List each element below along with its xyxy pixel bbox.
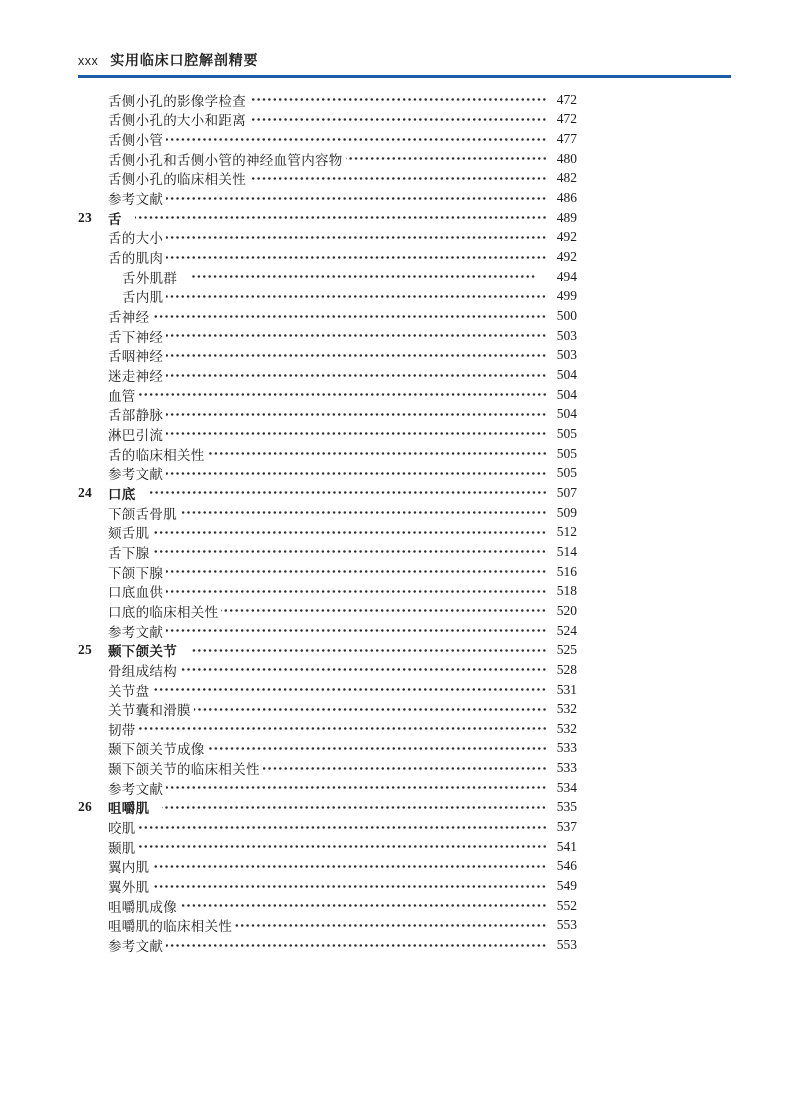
dot-leader	[180, 902, 547, 909]
toc-entry-page-number: 503	[556, 347, 577, 363]
toc-entry-title: 舌侧小管	[108, 133, 164, 149]
book-title: 实用临床口腔解剖精要	[110, 52, 259, 68]
toc-entry-page-number: 480	[556, 150, 577, 166]
toc-entry-title: 舌咽神经	[108, 349, 164, 365]
dot-leader	[166, 470, 547, 477]
toc-entry	[78, 640, 577, 660]
toc-entry	[78, 385, 577, 405]
dot-leader	[139, 843, 547, 850]
toc-entry	[78, 169, 577, 189]
page-header	[78, 50, 731, 78]
toc-entry-page-number: 553	[556, 937, 577, 953]
toc-entry	[78, 188, 577, 208]
toc-entry-title: 颏舌肌	[108, 526, 150, 542]
dot-leader	[208, 450, 547, 457]
toc-entry-page-number: 535	[556, 799, 577, 815]
toc-entry-page-number: 512	[556, 524, 577, 540]
toc-entry-title: 咬肌	[108, 821, 136, 837]
toc-entry-title: 参考文献	[108, 781, 164, 797]
toc-entry-page-number: 509	[556, 504, 577, 520]
toc-entry-title: 翼内肌	[108, 860, 150, 876]
toc-entry-title: 舌侧小孔和舌侧小管的神经血管内容物	[108, 152, 343, 168]
toc-entry-title: 参考文献	[108, 939, 164, 955]
dot-leader	[166, 784, 547, 791]
toc-entry-title: 血管	[108, 388, 136, 404]
dot-leader	[180, 509, 547, 516]
dot-leader	[162, 804, 547, 811]
toc-entry-title: 咀嚼肌	[108, 801, 150, 817]
dot-leader	[166, 430, 547, 437]
toc-entry-page-number: 505	[556, 465, 577, 481]
toc-entry-title: 参考文献	[108, 192, 164, 208]
toc-entry-page-number: 532	[556, 701, 577, 717]
toc-entry-title: 舌神经	[108, 310, 150, 326]
toc-entry	[78, 463, 577, 483]
toc-entry-page-number: 472	[556, 111, 577, 127]
toc-entry	[78, 680, 577, 700]
toc-entry-page-number: 552	[556, 897, 577, 913]
dot-leader	[166, 627, 547, 634]
toc-entry	[78, 542, 577, 562]
toc-entry	[78, 129, 577, 149]
toc-entry-title: 下颌舌骨肌	[108, 506, 177, 522]
dot-leader	[166, 588, 547, 595]
toc-entry-page-number: 477	[556, 131, 577, 147]
dot-leader	[166, 254, 547, 261]
toc-entry-title: 韧带	[108, 722, 136, 738]
toc-entry-page-number: 537	[556, 819, 577, 835]
dot-leader	[190, 647, 547, 654]
toc-entry-title: 舌	[108, 211, 122, 227]
toc-entry	[78, 149, 577, 169]
dot-leader	[166, 568, 547, 575]
toc-entry	[78, 267, 577, 287]
dot-leader	[166, 195, 547, 202]
toc-entry	[78, 208, 577, 228]
toc-entry-page-number: 514	[556, 543, 577, 559]
toc-entry-page-number: 500	[556, 308, 577, 324]
dot-leader	[346, 155, 547, 162]
toc-entry	[78, 798, 577, 818]
toc-entry	[78, 444, 577, 464]
toc-entry-page-number: 520	[556, 602, 577, 618]
chapter-number: 23	[78, 209, 93, 225]
toc-entry-title: 颞下颌关节	[108, 644, 177, 660]
toc-entry	[78, 424, 577, 444]
dot-leader	[152, 313, 547, 320]
chapter-number: 24	[78, 484, 93, 500]
toc-entry-page-number: 507	[556, 484, 577, 500]
toc-entry-title: 舌的肌肉	[108, 251, 164, 267]
toc-entry-page-number: 499	[556, 288, 577, 304]
toc-entry-title: 舌内肌	[122, 290, 164, 306]
dot-leader	[166, 372, 547, 379]
toc-entry	[78, 778, 577, 798]
toc-entry-page-number: 482	[556, 170, 577, 186]
toc-entry-title: 骨组成结构	[108, 663, 177, 679]
toc-entry-title: 舌下神经	[108, 329, 164, 345]
toc-entry-title: 颞下颌关节成像	[108, 742, 205, 758]
dot-leader	[152, 863, 547, 870]
toc-entry-title: 口底的临床相关性	[108, 604, 219, 620]
toc-entry	[78, 365, 577, 385]
toc-entry	[78, 306, 577, 326]
toc-entry	[78, 758, 577, 778]
toc-entry	[78, 935, 577, 955]
dot-leader	[166, 352, 547, 359]
toc-entry-title: 翼外肌	[108, 880, 150, 896]
toc-entry-title: 舌下腺	[108, 545, 150, 561]
dot-leader	[221, 607, 547, 614]
toc-entry-title: 舌侧小孔的影像学检查	[108, 93, 246, 109]
dot-leader	[263, 765, 547, 772]
toc-entry	[78, 660, 577, 680]
dot-leader	[208, 745, 547, 752]
toc-entry-title: 咀嚼肌成像	[108, 899, 177, 915]
toc-entry-page-number: 486	[556, 190, 577, 206]
toc-entry-title: 下颌下腺	[108, 565, 164, 581]
toc-entry-page-number: 504	[556, 406, 577, 422]
toc-entry-title: 颞肌	[108, 840, 136, 856]
toc-entry	[78, 247, 577, 267]
toc-entry-page-number: 504	[556, 386, 577, 402]
toc-entry-page-number: 518	[556, 583, 577, 599]
toc-entry-page-number: 492	[556, 229, 577, 245]
dot-leader	[152, 883, 547, 890]
chapter-number: 26	[78, 799, 93, 815]
toc-entry-page-number: 533	[556, 760, 577, 776]
toc-entry	[78, 110, 577, 130]
toc-entry-page-number: 541	[556, 838, 577, 854]
toc-entry-title: 舌部静脉	[108, 408, 164, 424]
dot-leader	[190, 273, 536, 280]
dot-leader	[166, 332, 547, 339]
table-of-contents	[78, 90, 577, 955]
toc-entry	[78, 916, 577, 936]
dot-leader	[166, 136, 547, 143]
toc-entry-title: 舌的大小	[108, 231, 164, 247]
toc-entry-title: 迷走神经	[108, 369, 164, 385]
toc-entry-page-number: 492	[556, 249, 577, 265]
toc-entry-title: 口底血供	[108, 585, 164, 601]
dot-leader	[166, 411, 547, 418]
toc-entry	[78, 562, 577, 582]
dot-leader	[180, 666, 547, 673]
toc-entry	[78, 326, 577, 346]
toc-entry-page-number: 553	[556, 917, 577, 933]
toc-entry	[78, 621, 577, 641]
toc-entry	[78, 522, 577, 542]
toc-entry-page-number: 533	[556, 740, 577, 756]
toc-entry-title: 舌的临床相关性	[108, 447, 205, 463]
toc-entry-page-number: 504	[556, 367, 577, 383]
toc-entry	[78, 857, 577, 877]
dot-leader	[249, 116, 547, 123]
toc-entry-page-number: 503	[556, 327, 577, 343]
toc-entry	[78, 90, 577, 110]
toc-entry	[78, 739, 577, 759]
toc-entry-title: 口底	[108, 486, 136, 502]
toc-entry	[78, 601, 577, 621]
dot-leader	[152, 548, 547, 555]
toc-entry	[78, 817, 577, 837]
toc-entry-page-number: 489	[556, 209, 577, 225]
toc-entry-title: 舌侧小孔的大小和距离	[108, 113, 246, 129]
toc-entry-title: 舌侧小孔的临床相关性	[108, 172, 246, 188]
dot-leader	[249, 96, 547, 103]
toc-entry	[78, 837, 577, 857]
toc-entry-title: 淋巴引流	[108, 427, 164, 443]
toc-entry-page-number: 505	[556, 425, 577, 441]
dot-leader	[152, 529, 547, 536]
dot-leader	[135, 214, 547, 221]
toc-entry	[78, 483, 577, 503]
toc-entry-page-number: 534	[556, 779, 577, 795]
dot-leader	[166, 293, 547, 300]
toc-entry	[78, 228, 577, 248]
toc-entry-page-number: 472	[556, 91, 577, 107]
toc-entry	[78, 876, 577, 896]
toc-entry-title: 舌外肌群	[122, 270, 178, 286]
toc-entry-page-number: 525	[556, 642, 577, 658]
dot-leader	[166, 234, 547, 241]
toc-entry	[78, 287, 577, 307]
toc-entry	[78, 896, 577, 916]
dot-leader	[249, 175, 547, 182]
dot-leader	[139, 824, 547, 831]
chapter-number: 25	[78, 642, 93, 658]
toc-entry-page-number: 516	[556, 563, 577, 579]
toc-entry-title: 关节囊和滑膜	[108, 703, 191, 719]
toc-entry	[78, 346, 577, 366]
toc-entry	[78, 719, 577, 739]
dot-leader	[149, 489, 547, 496]
toc-entry-page-number: 505	[556, 445, 577, 461]
toc-entry-title: 关节盘	[108, 683, 150, 699]
toc-entry-title: 参考文献	[108, 467, 164, 483]
toc-entry-page-number: 549	[556, 878, 577, 894]
dot-leader	[152, 686, 547, 693]
dot-leader	[139, 391, 547, 398]
toc-entry-title: 咀嚼肌的临床相关性	[108, 919, 233, 935]
toc-entry	[78, 581, 577, 601]
toc-entry-page-number: 524	[556, 622, 577, 638]
dot-leader	[235, 922, 547, 929]
dot-leader	[166, 942, 547, 949]
toc-entry-page-number: 528	[556, 661, 577, 677]
toc-entry-page-number: 532	[556, 720, 577, 736]
toc-entry-page-number: 546	[556, 858, 577, 874]
toc-entry-page-number: 494	[556, 268, 577, 284]
dot-leader	[139, 725, 547, 732]
toc-entry-title: 颞下颌关节的临床相关性	[108, 762, 260, 778]
toc-entry-page-number: 531	[556, 681, 577, 697]
toc-entry	[78, 699, 577, 719]
dot-leader	[194, 706, 547, 713]
toc-entry-title: 参考文献	[108, 624, 164, 640]
page-number-label: xxx	[78, 54, 99, 68]
toc-entry	[78, 503, 577, 523]
toc-entry	[78, 405, 577, 425]
